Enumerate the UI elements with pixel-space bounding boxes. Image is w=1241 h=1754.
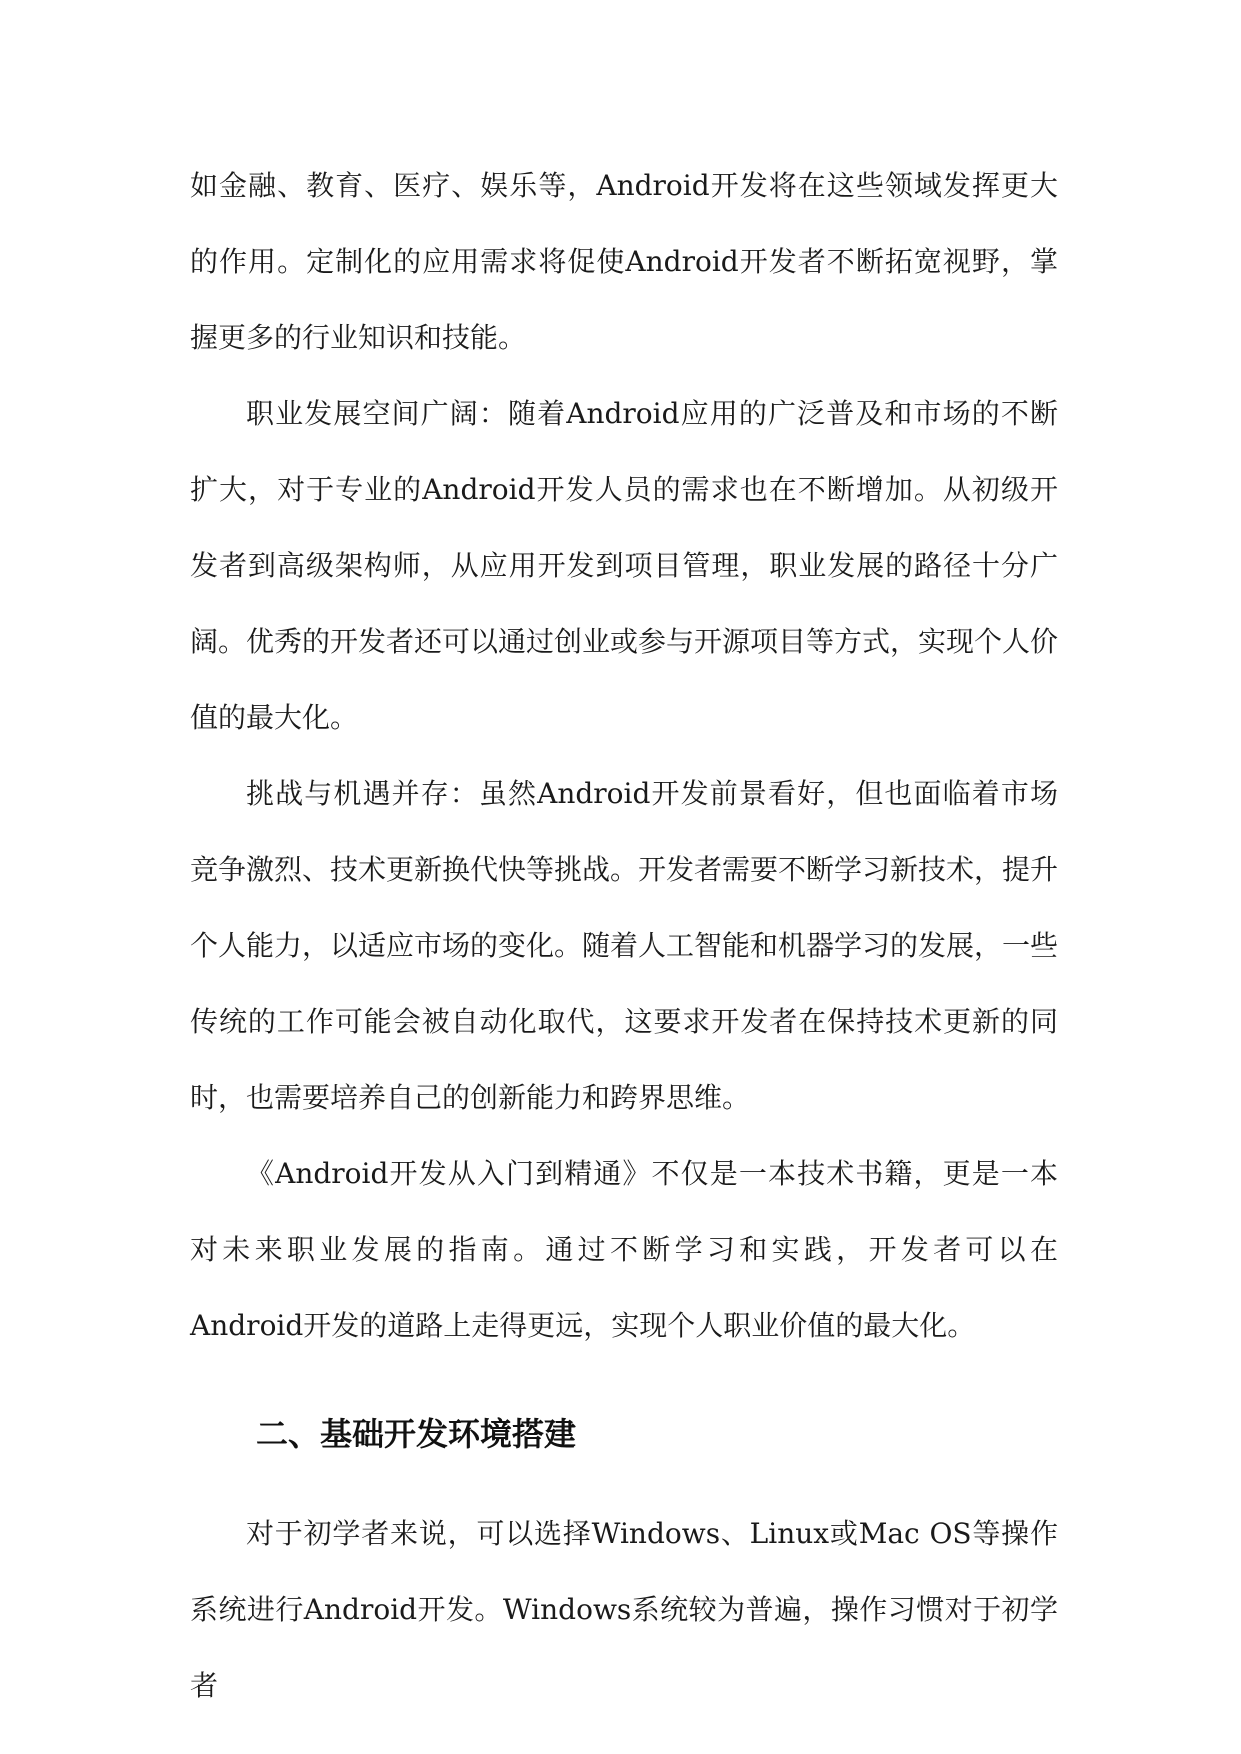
paragraph-industry-applications: 如金融、教育、医疗、娱乐等，Android开发将在这些领域发挥更大的作用。定制化的应用需求将促使Android开发者不断拓宽视野，掌握更多的行业知识和技能。 <box>190 169 1058 354</box>
paragraph-career-space: 职业发展空间广阔：随着Android应用的广泛普及和市场的不断扩大，对于专业的Android开发人员的需求也在不断增加。从初级开发者到高级架构师，从应用开发到项目管理，职业发展的路径十分广阔。优秀的开发者还可以通过创业或参与开源项目等方式，实现个人价值的最大化。 <box>190 397 1059 734</box>
paragraph-os-choice: 对于初学者来说，可以选择Windows、Linux或Mac OS等操作系统进行Android开发。Windows系统较为普遍，操作习惯对于初学者 <box>190 1517 1058 1702</box>
paragraph-challenges: 挑战与机遇并存：虽然Android开发前景看好，但也面临着市场竞争激烈、技术更新换代快等挑战。开发者需要不断学习新技术，提升个人能力，以适应市场的变化。随着人工智能和机器学习的发展，一些传统的工作可能会被自动化取代，这要求开发者在保持技术更新的同时，也需要培养自己的创新能力和跨界思维。 <box>190 777 1059 1114</box>
paragraph-book-guide: 《Android开发从入门到精通》不仅是一本技术书籍，更是一本对未来职业发展的指南。通过不断学习和实践，开发者可以在Android开发的道路上走得更远，实现个人职业价值的最大化。 <box>190 1157 1058 1342</box>
section-heading: 二、基础开发环境搭建 <box>256 1415 577 1453</box>
document-body <box>190 148 1058 1724</box>
